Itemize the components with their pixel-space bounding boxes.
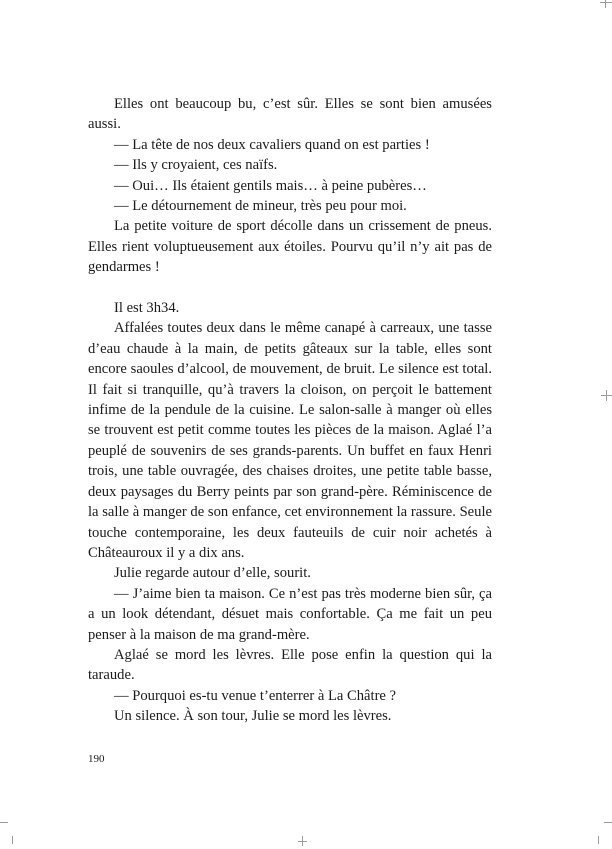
crop-mark <box>598 836 599 844</box>
dialogue-line: — Oui… Ils étaient gentils mais… à peine pubères… <box>114 177 427 194</box>
paragraph: Aglaé se mord les lèvres. Elle pose enfin la question qui la taraude. <box>88 646 492 684</box>
crop-mark <box>298 841 307 842</box>
crop-mark <box>600 2 612 3</box>
crop-mark <box>604 822 612 823</box>
body-text <box>88 94 492 727</box>
paragraph: Elles ont beaucoup bu, c’est sûr. Elles se sont bien amusées aussi. <box>88 96 492 133</box>
paragraph: Un silence. À son tour, Julie se mord les lèvres. <box>114 708 392 725</box>
page-number: 190 <box>88 753 105 765</box>
dialogue-line: — Ils y croyaient, ces naïfs. <box>114 157 278 174</box>
paragraph: Il est 3h34. <box>114 300 180 317</box>
dialogue-line: — La tête de nos deux cavaliers quand on est parties ! <box>114 136 430 153</box>
dialogue-line: — Le détournement de mineur, très peu pour moi. <box>114 198 407 215</box>
paragraph: Affalées toutes deux dans le même canapé à carreaux, une tasse d’eau chaude à la main, de petits gâteaux sur la table, elles sont encore saoules d’alcool, de mouvement, de bruit. Le silence est total. Il fait si tranquille, qu’à travers la cloison, on perçoit le battement infime de la pendule de la cuisine. Le salon-salle à manger où elles se trouvent est petit comme toutes les pièces de la maison. Aglaé l’a peuplé de souvenirs de ses grands-parents. Un buffet en faux Henri trois, une table ouvragée, des chaises droites, une petite table basse, deux paysages du Berry peints par son grand-père. Réminiscence de la salle à manger de son enfance, cet environnement la rassure. Seule touche contemporaine, les deux fauteuils de cuir noir achetés à Châteauroux il y a dix ans. <box>88 320 492 561</box>
paragraph: Julie regarde autour d’elle, sourit. <box>114 565 311 582</box>
dialogue-line: — J’aime bien ta maison. Ce n’est pas très moderne bien sûr, ça a un look détendant, désuet mais confortable. Ça me fait un peu penser à la maison de ma grand-mère. <box>88 585 492 643</box>
paragraph: La petite voiture de sport décolle dans un crissement de pneus. Elles rient voluptueusement aux étoiles. Pourvu qu’il n’y ait pas de gendarmes ! <box>88 218 492 276</box>
crop-mark <box>0 822 8 823</box>
dialogue-line: — Pourquoi es-tu venue t’enterrer à La Châtre ? <box>114 687 397 704</box>
crop-mark <box>12 836 13 844</box>
crop-mark <box>606 390 607 401</box>
